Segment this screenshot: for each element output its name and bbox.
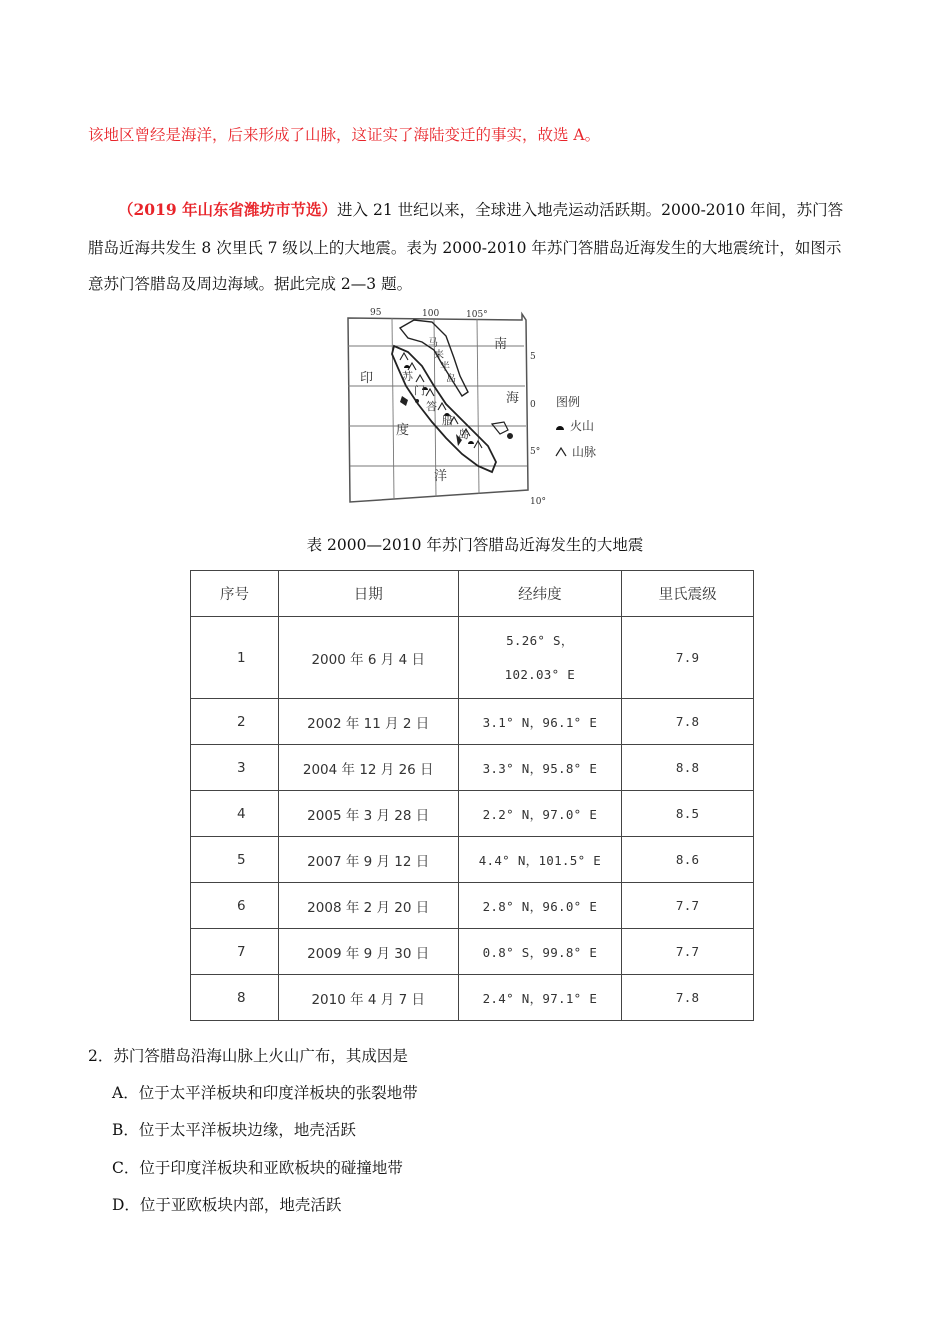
cell-date: 2009 年 9 月 30 日	[278, 929, 458, 975]
cell-no: 1	[191, 617, 279, 699]
sea-label: 度	[396, 423, 410, 438]
cell-no: 6	[191, 883, 279, 929]
cell-coord: 2.2° N，97.0° E	[458, 791, 622, 837]
cell-date: 2000 年 6 月 4 日	[278, 617, 458, 699]
earthquake-table	[190, 570, 754, 1021]
island-label: 答	[426, 400, 437, 413]
table-row	[191, 791, 754, 837]
intro-line-1	[118, 198, 843, 220]
intro-text-1: 进入 21 世纪以来，全球进入地壳运动活跃期。2000-2010 年间，苏门答	[337, 201, 844, 219]
cell-no: 3	[191, 745, 279, 791]
sumatra-map	[342, 306, 614, 506]
header-date: 日期	[278, 571, 458, 617]
cell-date: 2005 年 3 月 28 日	[278, 791, 458, 837]
table-row	[191, 975, 754, 1021]
table-row	[191, 929, 754, 975]
option-d[interactable]: D．位于亚欧板块内部，地壳活跃	[112, 1196, 342, 1214]
cell-coord: 2.4° N，97.1° E	[458, 975, 622, 1021]
option-b[interactable]: B．位于太平洋板块边缘，地壳活跃	[112, 1121, 356, 1139]
cell-coord-lon: 102.03° E	[504, 666, 576, 682]
cell-date: 2010 年 4 月 7 日	[278, 975, 458, 1021]
question-stem: 2．苏门答腊岛沿海山脉上火山广布，其成因是	[88, 1047, 408, 1065]
header-no: 序号	[191, 571, 279, 617]
cell-coord: 3.1° N，96.1° E	[458, 699, 622, 745]
cell-coord	[458, 617, 622, 699]
intro-line-2: 腊岛近海共发生 8 次里氏 7 级以上的大地震。表为 2000-2010 年苏门答腊岛近海发生的大地震统计，如图示	[88, 239, 842, 257]
option-a[interactable]: A．位于太平洋板块和印度洋板块的张裂地带	[112, 1084, 418, 1102]
lon-label: 95	[370, 308, 382, 318]
table-row	[191, 837, 754, 883]
cell-coord-lat: 5.26° S，	[506, 632, 574, 648]
cell-date: 2008 年 2 月 20 日	[278, 883, 458, 929]
island-label: 岛	[446, 374, 456, 385]
lon-label: 100	[422, 309, 440, 319]
legend-volcano-icon	[556, 426, 564, 430]
cell-magnitude: 7.9	[622, 617, 754, 699]
cell-magnitude: 8.6	[622, 837, 754, 883]
sea-label: 南	[494, 337, 508, 352]
cell-magnitude: 7.8	[622, 975, 754, 1021]
cell-magnitude: 7.8	[622, 699, 754, 745]
island-label: 腊	[442, 414, 453, 427]
option-c[interactable]: C．位于印度洋板块和亚欧板块的碰撞地带	[112, 1159, 403, 1177]
intro-line-3: 意苏门答腊岛及周边海域。据此完成 2—3 题。	[88, 275, 413, 293]
header-magnitude: 里氏震级	[622, 571, 754, 617]
island-label: 来	[434, 350, 444, 361]
island-label: 门	[414, 384, 425, 397]
lat-label: 10°	[530, 497, 546, 506]
table-row	[191, 699, 754, 745]
table-row	[191, 745, 754, 791]
cell-magnitude: 8.8	[622, 745, 754, 791]
question-source: （2019 年山东省潍坊市节选）	[118, 200, 338, 219]
table-row	[191, 617, 754, 699]
legend-mountain-label: 山脉	[572, 445, 597, 459]
cell-date: 2004 年 12 月 26 日	[278, 745, 458, 791]
cell-coord: 4.4° N，101.5° E	[458, 837, 622, 883]
table-header-row	[191, 571, 754, 617]
cell-no: 2	[191, 699, 279, 745]
legend-title: 图例	[556, 395, 581, 409]
lat-label: 5	[530, 352, 536, 362]
island-label: 半	[440, 362, 450, 373]
sea-label: 印	[360, 371, 374, 386]
lat-label: 0	[530, 400, 536, 410]
island-label: 苏	[402, 370, 413, 383]
lon-label: 105°	[466, 310, 488, 320]
header-coord: 经纬度	[458, 571, 622, 617]
cell-no: 7	[191, 929, 279, 975]
cell-magnitude: 8.5	[622, 791, 754, 837]
answer-explanation: 该地区曾经是海洋，后来形成了山脉，这证实了海陆变迁的事实，故选 A。	[88, 126, 601, 144]
cell-no: 8	[191, 975, 279, 1021]
cell-date: 2002 年 11 月 2 日	[278, 699, 458, 745]
table-caption: 表 2000—2010 年苏门答腊岛近海发生的大地震	[306, 536, 644, 554]
cell-no: 4	[191, 791, 279, 837]
sea-label: 海	[506, 391, 520, 406]
lat-label: 5°	[530, 447, 541, 457]
cell-coord: 3.3° N，95.8° E	[458, 745, 622, 791]
sea-label: 洋	[434, 469, 448, 484]
cell-magnitude: 7.7	[622, 929, 754, 975]
cell-coord: 0.8° S，99.8° E	[458, 929, 622, 975]
table-row	[191, 883, 754, 929]
island-label: 岛	[458, 428, 469, 441]
cell-no: 5	[191, 837, 279, 883]
island-label: 马	[428, 338, 438, 349]
cell-magnitude: 7.7	[622, 883, 754, 929]
cell-date: 2007 年 9 月 12 日	[278, 837, 458, 883]
cell-coord: 2.8° N，96.0° E	[458, 883, 622, 929]
legend-volcano-label: 火山	[570, 419, 595, 433]
legend-mountain-icon	[556, 448, 566, 456]
